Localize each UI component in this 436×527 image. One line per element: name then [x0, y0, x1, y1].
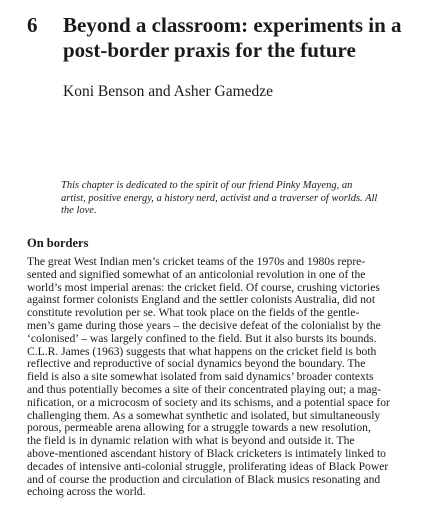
chapter-authors: Koni Benson and Asher Gamedze — [63, 83, 274, 100]
body-line: field is also a site somewhat isolated from said dynamics’ broader contexts — [27, 370, 374, 384]
body-line: decades of intensive anti-colonial struggle, proliferating ideas of Black Power — [27, 459, 389, 473]
chapter-number: 6 — [27, 13, 38, 37]
body-line: against former colonists England and the settler colonists Australia, did not — [27, 293, 376, 307]
chapter-title-line-2: post-border praxis for the future — [63, 38, 356, 62]
body-line: sented and signified somewhat of an anticolonial revolution in one of the — [27, 267, 366, 281]
body-line: and thus potentially becomes a site of their concentrated playing out; a mag- — [27, 382, 382, 396]
body-line: above-mentioned ascendant history of Black cricketers is intimately linked to — [27, 446, 386, 460]
body-paragraph — [27, 256, 415, 499]
body-line: echoing across the world. — [27, 485, 146, 499]
body-line: porous, permeable arena allowing for a struggle towards a new resolution, — [27, 421, 371, 435]
body-line: the field is in dynamic relation with what is beyond and outside it. The — [27, 434, 355, 448]
body-line: and of course the production and circulation of Black musics resonating and — [27, 472, 381, 486]
body-line: men’s game during those years – the decisive defeat of the colonialist by the — [27, 318, 381, 332]
body-line: The great West Indian men’s cricket teams of the 1970s and 1980s repre- — [27, 255, 366, 268]
body-line: constitute revolution per se. What took place on the fields of the gentle- — [27, 306, 360, 320]
dedication-line-2: artist, positive energy, a history nerd, activist and a traverser of worlds. All — [61, 192, 378, 204]
body-line: C.L.R. James (1963) suggests that what happens on the cricket field is both — [27, 344, 377, 358]
dedication-line-1: This chapter is dedicated to the spirit of our friend Pinky Mayeng, an — [61, 180, 353, 191]
body-line: ‘colonised’ – was largely confined to the field. But it also bursts its bounds. — [27, 331, 377, 345]
body-line: nification, or a microcosm of society and its schisms, and a potential space for — [27, 395, 390, 409]
body-line: reflective and reproductive of social dynamics beyond the boundary. The — [27, 357, 366, 371]
chapter-title — [63, 13, 428, 63]
dedication-line-3: the love. — [61, 205, 97, 216]
chapter-title-line-1: Beyond a classroom: experiments in a — [63, 13, 402, 37]
dedication — [61, 180, 421, 218]
section-heading: On borders — [27, 236, 89, 250]
body-line: world’s most imperial arenas: the cricket field. Of course, crushing victories — [27, 280, 380, 294]
body-line: challenging them. As a somewhat synthetic and isolated, but simultaneously — [27, 408, 381, 422]
